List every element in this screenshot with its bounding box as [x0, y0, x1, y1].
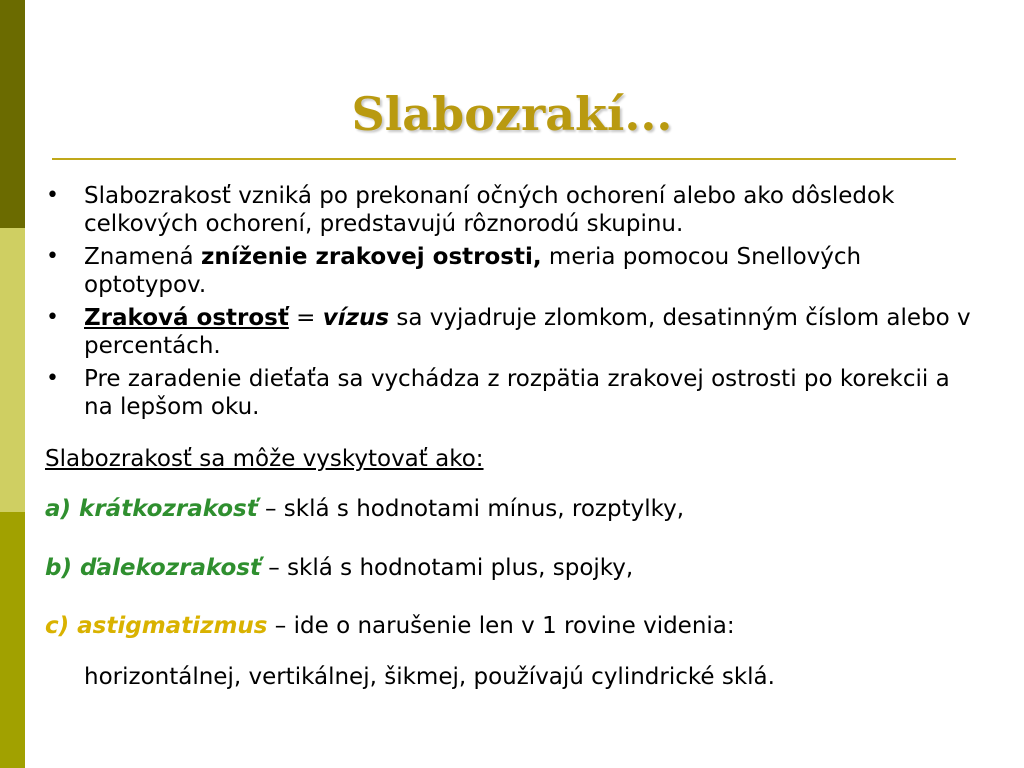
bullet-text: Znamená	[84, 244, 201, 270]
sidebar-band-bottom	[0, 512, 25, 768]
item-description: – sklá s hodnotami plus, spojky,	[260, 555, 634, 581]
bullet-bold-text: zníženie zrakovej ostrosti,	[200, 244, 542, 270]
bullet-text: sa vyjadruje zlomkom, desatinným číslom alebo v percentách.	[84, 305, 971, 359]
item-label: a) krátkozrakosť	[45, 496, 258, 522]
bullet-text: Pre zaradenie dieťaťa sa vychádza z rozpätia zrakovej ostrosti po korekcii a na lepšom oku.	[84, 366, 950, 420]
bullet-dot-icon: •	[46, 183, 59, 208]
bullet-text: =	[288, 305, 323, 331]
bullet-item	[44, 304, 984, 360]
sidebar-band-middle	[0, 228, 25, 512]
bullet-item	[44, 365, 984, 421]
item-astigmatism	[45, 611, 735, 641]
item-label: b) ďalekozrakosť	[45, 555, 261, 581]
bullet-item	[44, 243, 984, 299]
bullet-list	[44, 182, 984, 426]
subheading: Slabozrakosť sa môže vyskytovať ako:	[45, 446, 484, 472]
item-hyperopia	[45, 553, 633, 583]
item-label: c) astigmatizmus	[45, 613, 268, 639]
item-myopia	[45, 494, 684, 524]
title-divider	[52, 158, 956, 160]
item-astigmatism-continued: horizontálnej, vertikálnej, šikmej, používajú cylindrické sklá.	[84, 664, 775, 690]
bullet-dot-icon: •	[46, 244, 59, 269]
bullet-item	[44, 182, 984, 238]
term-visus: vízus	[322, 305, 390, 331]
slide-title: Slabozrakí...	[351, 87, 673, 141]
bullet-text: meria pomocou Snellových optotypov.	[84, 244, 862, 298]
bullet-text: Slabozrakosť vzniká po prekonaní očných ochorení alebo ako dôsledok celkových ochorení, predstavujú rôznorodú skupinu.	[84, 183, 895, 237]
term-visual-acuity: Zraková ostrosť	[84, 305, 289, 331]
item-description: – ide o narušenie len v 1 rovine videnia:	[267, 613, 735, 639]
bullet-dot-icon: •	[46, 366, 59, 391]
bullet-dot-icon: •	[46, 305, 59, 330]
item-description: – sklá s hodnotami mínus, rozptylky,	[257, 496, 685, 522]
